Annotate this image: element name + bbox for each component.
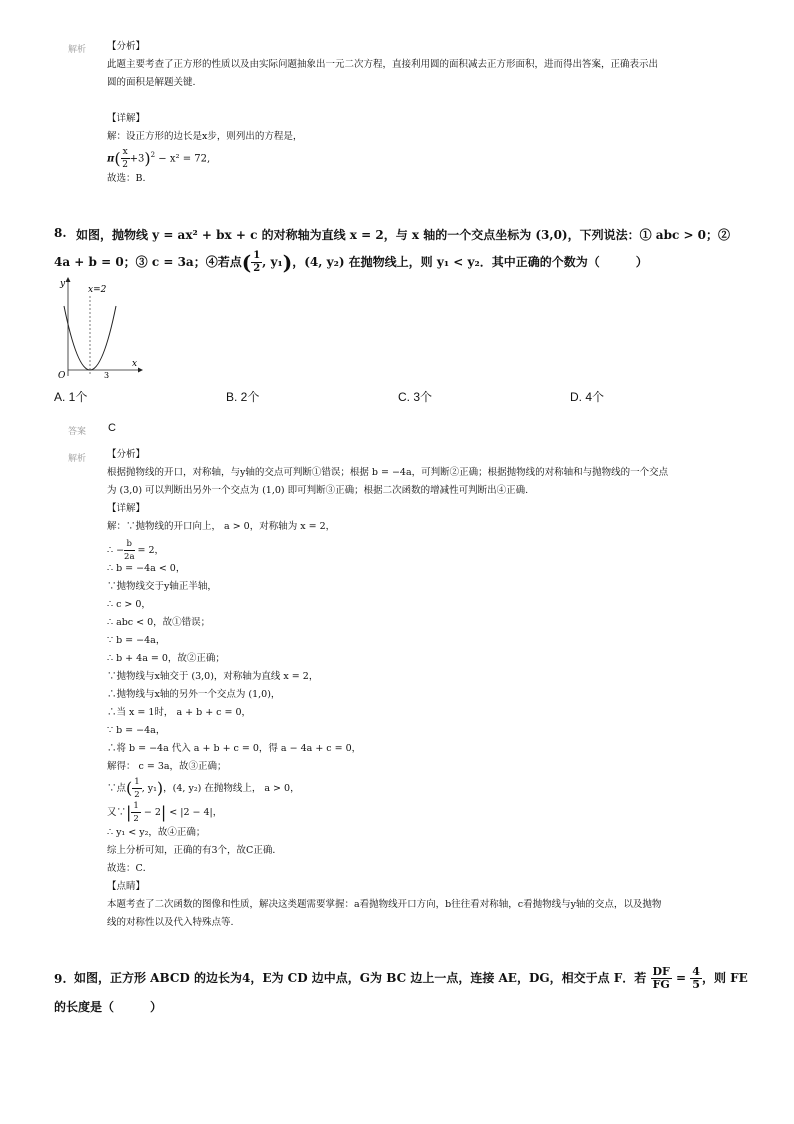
three-label: 3 — [104, 371, 110, 380]
eq-frac-den: 2 — [122, 160, 128, 171]
q8-step-1: 解：∵抛物线的开口向上， a > 0，对称轴为 x = 2， — [107, 521, 336, 532]
q8-step2-3: 故选：C． — [107, 863, 153, 874]
eq-tail: − x² = 72, — [155, 153, 211, 165]
q9-frac-den: FG — [652, 978, 670, 991]
q7-fenxi-tag: 【分析】 — [107, 41, 146, 52]
pt-frac-num: 1 — [134, 777, 140, 787]
pt-prefix: ∵点 — [107, 783, 127, 794]
abs-mid: − 2 — [140, 807, 161, 818]
q8-line2-a: 4a + b = 0；③ c = 3a；④若点 — [54, 255, 242, 269]
x-axis-arrow — [138, 368, 143, 373]
q8-answer-value: C — [108, 422, 116, 434]
parabola-graph — [52, 276, 144, 380]
step-frac-den: 2a — [124, 552, 135, 562]
q8-step2-1: ∴ y₁ < y₂，故④正确； — [107, 827, 206, 838]
q9-line1-b: = — [671, 971, 691, 985]
eq-plus3: +3 — [129, 153, 145, 165]
pt-tail: ，(4, y₂) 在抛物线上， a > 0， — [163, 783, 300, 794]
q8-stem-line2: 4a + b = 0；③ c = 3a；④若点( $\frac{1}{2}$ , y₁)，(4, y₂) 在抛物线上，则 y₁ < y₂．其中正确的个数为（ ） — [54, 250, 648, 275]
q8-step-12: ∵ b = −4a， — [107, 725, 166, 736]
q7-xiangjie-tag: 【详解】 — [107, 113, 146, 124]
q8-step-10: ∴抛物线与x轴的另外一个交点为 (1,0)， — [107, 689, 281, 700]
step-frac-suffix: = 2， — [134, 545, 165, 556]
q9-stem-line2: 的长度是（ ） — [54, 1000, 163, 1014]
q8-step-3: ∴ b = −4a < 0， — [107, 563, 186, 574]
choice-b[interactable]: B. 2个 — [226, 390, 260, 404]
q8-step-7: ∵ b = −4a， — [107, 635, 166, 646]
q8-step-abs: 又∵| $\frac{1}{2}$ − 2| < |2 − 4|， — [107, 801, 223, 824]
q8-stem-line1: 如图，抛物线 y = ax² + bx + c 的对称轴为直线 x = 2，与 x 轴的一个交点坐标为 (3,0)，下列说法：① abc > 0；② — [76, 228, 731, 242]
q8-step-13: ∴将 b = −4a 代入 a + b + c = 0，得 a − 4a + c = 0， — [107, 743, 362, 754]
q8-step2-2: 综上分析可知，正确的有3个，故C正确． — [107, 845, 282, 856]
y-axis-arrow — [66, 277, 71, 282]
symmetry-axis-label: x=2 — [88, 285, 107, 295]
q8-step-point: ∵点( $\frac{1}{2}$ , y₁)，(4, y₂) 在抛物线上， a > 0， — [107, 777, 300, 800]
q8-step-14: 解得： c = 3a，故③正确； — [107, 761, 227, 772]
q8-line2-b: , y₁ — [262, 255, 283, 269]
step-frac-prefix: ∴ − — [107, 545, 125, 556]
q8-number: 8. — [54, 226, 67, 240]
pt-frac-den: 2 — [134, 790, 140, 800]
q8-dianjing-tag: 【点睛】 — [107, 881, 146, 892]
q8-step-5: ∴ c > 0， — [107, 599, 151, 610]
q7-conclusion: 故选：B. — [107, 173, 146, 184]
q9-frac-num: DF — [652, 965, 670, 978]
pt-suffix: , y₁ — [141, 783, 157, 794]
q9-stem-line1 — [74, 966, 748, 991]
q9-frac2-num: 4 — [692, 965, 700, 978]
analysis-label: 解析 — [68, 44, 87, 54]
choice-d[interactable]: D. 4个 — [570, 390, 605, 404]
q9-line1-a: 如图，正方形 ABCD 的边长为4，E为 CD 边中点，G为 BC 边上一点，连接 AE，DG，相交于点 F．若 — [74, 971, 647, 985]
answer-label: 答案 — [68, 426, 87, 436]
q8-line2-c: ，(4, y₂) 在抛物线上，则 y₁ < y₂．其中正确的个数为（ ） — [292, 255, 648, 269]
abs-frac-num: 1 — [133, 801, 139, 811]
abs-frac-den: 2 — [133, 814, 139, 824]
step-frac-num: b — [124, 538, 134, 551]
q8-step-6: ∴ abc < 0，故①错误； — [107, 617, 211, 628]
q9-number: 9. — [54, 972, 67, 986]
origin-label: O — [58, 371, 66, 380]
analysis-label-q8: 解析 — [68, 453, 87, 463]
q8-frac-num: 1 — [253, 250, 261, 261]
q8-step-11: ∴当 x = 1时， a + b + c = 0， — [107, 707, 252, 718]
q8-dianjing-line1: 本题考查了二次函数的图像和性质，解决这类题需要掌握：a看抛物线开口方向，b往往看对称轴，c看抛物线与y轴的交点，以及抛物 — [107, 899, 662, 910]
x-label: x — [132, 359, 138, 369]
q8-xiangjie-tag: 【详解】 — [107, 503, 146, 514]
q8-fenxi-line2: 为 (3,0) 可以判断出另外一个交点为 (1,0) 即可判断③正确；根据二次函数的增减性可判断出④正确. — [107, 485, 529, 496]
q9-frac2-den: 5 — [692, 978, 700, 991]
eq-pi: π — [107, 153, 115, 165]
eq-frac-num: x — [122, 147, 128, 158]
q8-step-4: ∵抛物线交于y轴正半轴， — [107, 581, 217, 592]
q7-equation: π( $\frac{x}{2}$ +3)$^2$ − x² = 72, — [107, 147, 211, 171]
q8-dianjing-line2: 线的对称性以及代入特殊点等. — [107, 917, 234, 928]
q8-step-9: ∵抛物线与x轴交于 (3,0)，对称轴为直线 x = 2， — [107, 671, 319, 682]
q8-frac-den: 2 — [253, 263, 261, 274]
q8-fenxi-line1: 根据抛物线的开口，对称轴，与y轴的交点可判断①错误；根据 b = −4a，可判断②正确；根据抛物线的对称轴和与抛物线的一个交点 — [107, 467, 669, 478]
abs-tail: < |2 − 4|， — [166, 807, 223, 818]
eq-sup: 2 — [150, 151, 156, 159]
choice-a[interactable]: A. 1个 — [54, 390, 88, 404]
choice-c[interactable]: C. 3个 — [398, 390, 433, 404]
y-label: y — [60, 279, 66, 289]
q7-fenxi-line2: 圆的面积是解题关键. — [107, 77, 196, 88]
q7-xiangjie-line1: 解：设正方形的边长是x步，则列出的方程是， — [107, 131, 303, 142]
q8-step-8: ∴ b + 4a = 0，故②正确； — [107, 653, 225, 664]
q9-line1-c: ，则 FE — [701, 971, 748, 985]
q7-fenxi-line1: 此题主要考查了正方形的性质以及由实际问题抽象出一元二次方程，直接利用圆的面积减去正方形面积，进而得出答案，正确表示出 — [107, 59, 659, 70]
abs-prefix: 又∵ — [107, 807, 127, 818]
q8-fenxi-tag: 【分析】 — [107, 449, 146, 460]
